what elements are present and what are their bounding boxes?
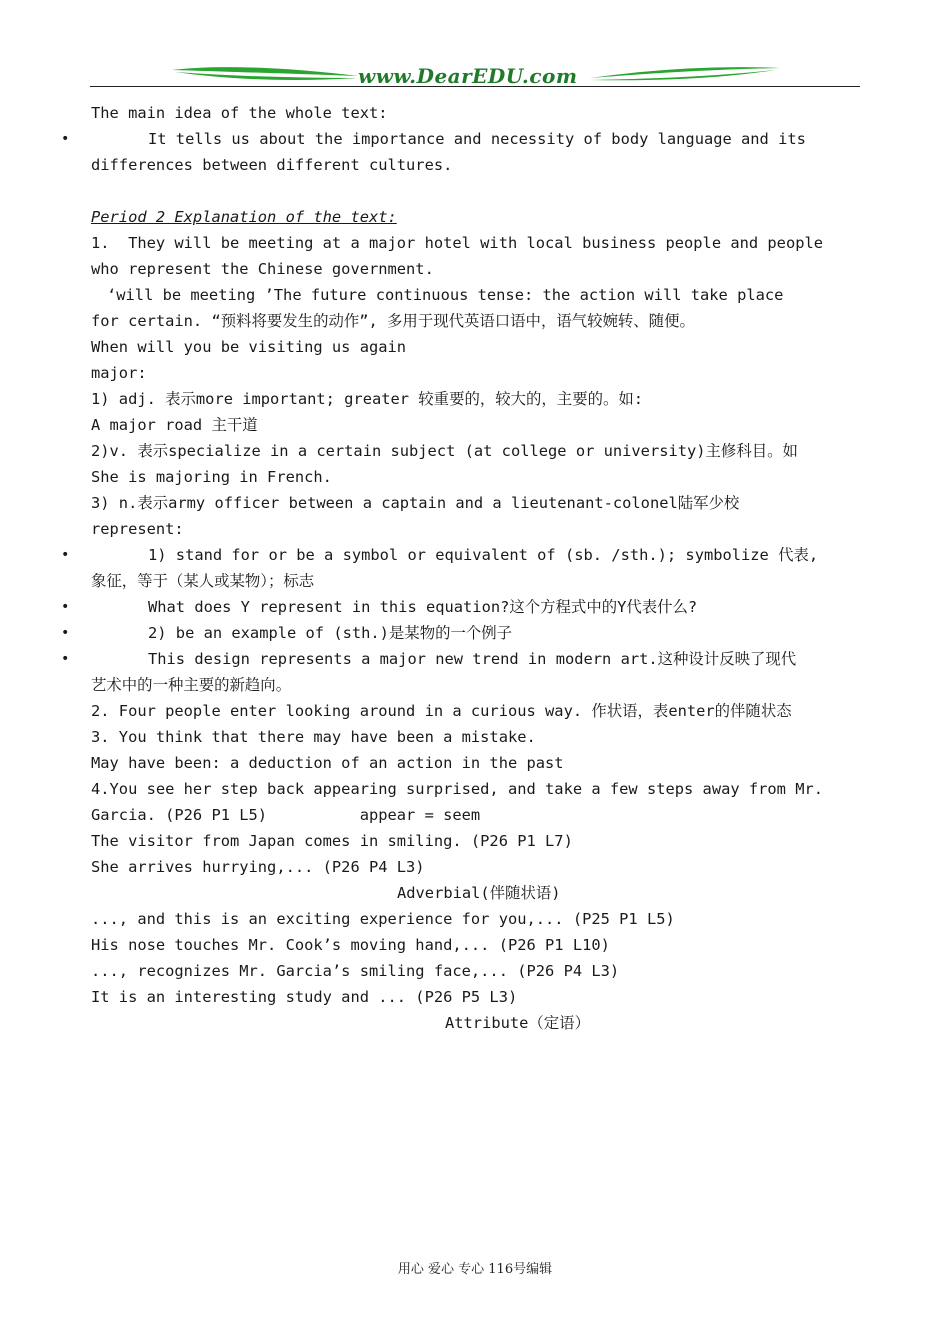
text-line: 2. Four people enter looking around in a curious way. 作状语，表enter的伴随状态 <box>91 702 792 720</box>
centered-label: Attribute（定语） <box>445 1014 590 1032</box>
line-text: It tells us about the importance and necessity of body language and its <box>148 130 806 148</box>
line-text: What does Y represent in this equation?这个方程式中的Y代表什么? <box>148 598 698 616</box>
line-text: 1) stand for or be a symbol or equivalent of (sb. /sth.); symbolize 代表, <box>148 546 819 564</box>
text-line: 2)v. 表示specialize in a certain subject (at college or university)主修科目。如 <box>91 442 798 460</box>
text-line: A major road 主干道 <box>91 416 258 434</box>
text-line: Garcia. (P26 P1 L5) appear = seem <box>91 806 481 824</box>
bullet-marker: • <box>61 625 70 641</box>
text-line: ..., recognizes Mr. Garcia’s smiling face,... (P26 P4 L3) <box>91 962 620 980</box>
text-line: differences between different cultures. <box>91 156 453 174</box>
section-heading-text: Period 2 Explanation of the text: <box>91 208 397 226</box>
page-footer: 用心 爱心 专心 116号编辑 <box>397 1262 553 1277</box>
section-heading <box>91 204 861 230</box>
document-body <box>61 100 861 1036</box>
blank-line <box>91 178 861 204</box>
text-line: The visitor from Japan comes in smiling. (P26 P1 L7) <box>91 832 573 850</box>
site-logo[interactable]: www.DearEDU.com <box>358 64 578 88</box>
header-divider <box>90 86 860 87</box>
text-line: who represent the Chinese government. <box>91 260 434 278</box>
text-line: The main idea of the whole text: <box>91 104 388 122</box>
bullet-marker: • <box>61 651 70 667</box>
text-line: 3. You think that there may have been a mistake. <box>91 728 536 746</box>
text-line: 1. They will be meeting at a major hotel with local business people and people <box>91 234 824 252</box>
line-text: 2) be an example of (sth.)是某物的一个例子 <box>148 624 513 642</box>
text-line: represent: <box>91 520 184 538</box>
bullet-line <box>61 542 861 568</box>
text-line: She arrives hurrying,... (P26 P4 L3) <box>91 858 425 876</box>
text-line: ..., and this is an exciting experience for you,... (P25 P1 L5) <box>91 910 675 928</box>
centered-label: Adverbial(伴随状语) <box>397 884 561 902</box>
text-line: for certain. “预料将要发生的动作”, 多用于现代英语口语中，语气较婉转、随便。 <box>91 312 695 330</box>
text-line: 1) adj. 表示more important; greater 较重要的，较大的，主要的。如: <box>91 390 644 408</box>
page-header <box>90 60 860 90</box>
bullet-line <box>61 646 861 672</box>
text-line: 4.You see her step back appearing surprised, and take a few steps away from Mr. <box>91 780 824 798</box>
text-line: She is majoring in French. <box>91 468 332 486</box>
text-line: 象征，等于（某人或某物）；标志 <box>91 572 315 590</box>
text-line: 艺术中的一种主要的新趋向。 <box>91 676 292 694</box>
text-line: It is an interesting study and ... (P26 P5 L3) <box>91 988 518 1006</box>
text-line: 3) n.表示army officer between a captain and a lieutenant-colonel陆军少校 <box>91 494 740 512</box>
text-line: When will you be visiting us again <box>91 338 407 356</box>
line-text: This design represents a major new trend in modern art.这种设计反映了现代 <box>148 650 797 668</box>
bullet-line <box>61 126 861 152</box>
text-line: May have been: a deduction of an action in the past <box>91 754 564 772</box>
text-line: major: <box>91 364 147 382</box>
bullet-line <box>61 620 861 646</box>
bullet-marker: • <box>61 599 70 615</box>
bullet-marker: • <box>61 131 70 147</box>
text-line: His nose touches Mr. Cook’s moving hand,... (P26 P1 L10) <box>91 936 610 954</box>
text-line: ‘will be meeting ’The future continuous tense: the action will take place <box>107 286 784 304</box>
bullet-marker: • <box>61 547 70 563</box>
bullet-line <box>61 594 861 620</box>
